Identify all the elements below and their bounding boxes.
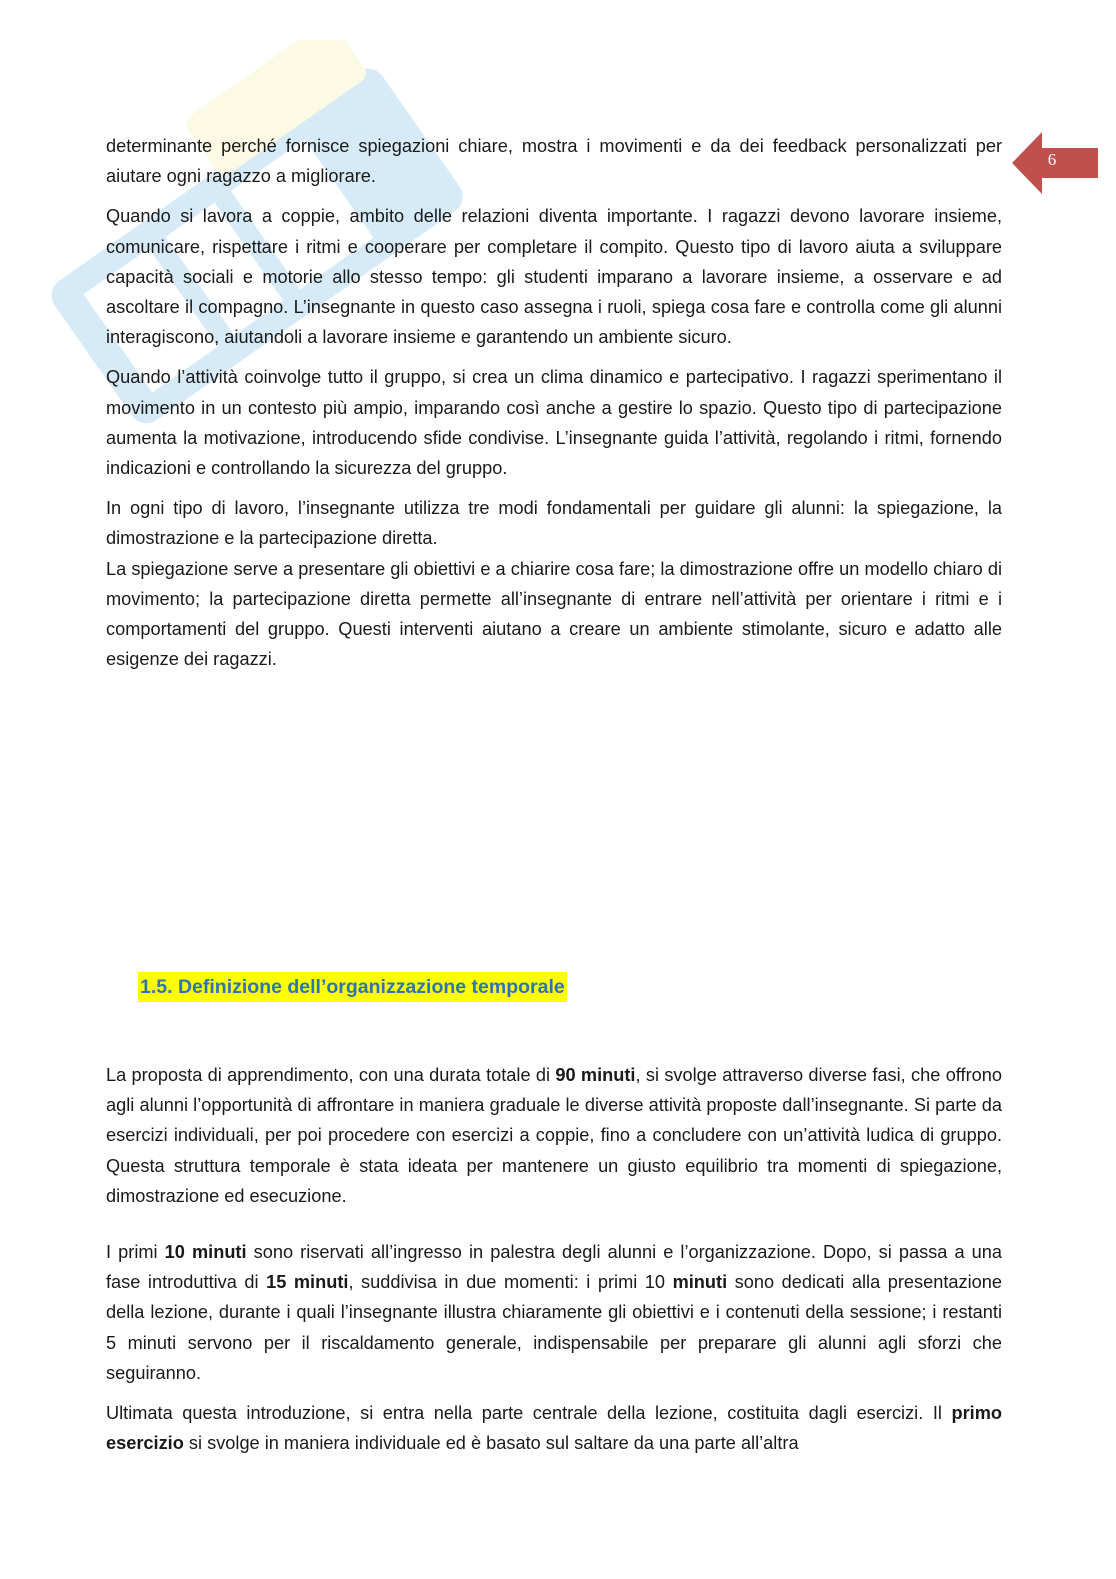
bold-minutes: minuti xyxy=(672,1272,728,1293)
bold-duration: 90 minuti xyxy=(555,1065,636,1085)
bold-first-minutes: 10 minuti xyxy=(164,1242,247,1263)
paragraph-group-work: Quando l’attività coinvolge tutto il gruppo, si crea un clima dinamico e partecipativo. I ragazzi sperimentano il movimento in un contesto più ampio, imparando così anche a gestire lo spazio. Questo tipo di partecipazione aumenta la motivazione, introducendo sfide condivise. L’insegnante guida l’attività, regolando i ritmi, fornendo indicazioni e controllando la sicurezza del gruppo. xyxy=(106,367,1002,479)
bold-intro-minutes: 15 minuti xyxy=(266,1272,349,1293)
body-text-top xyxy=(106,131,1002,684)
paragraph-intro-phase xyxy=(106,1237,1002,1388)
paragraph-duration xyxy=(106,1060,1002,1211)
section-heading: 1.5. Definizione dell’organizzazione temporale xyxy=(138,972,567,1002)
text-span: , si svolge attraverso diverse fasi, che offrono agli alunni l’opportunità di affrontare in maniera graduale le diverse attività proposte dall’insegnante. Si parte da esercizi individuali, per poi procedere con esercizi a coppie, fino a concludere con un’attività ludica di gruppo. Questa struttura temporale è stata ideata per mantenere un giusto equilibrio tra momenti di spiegazione, dimostrazione ed esecuzione. xyxy=(106,1065,1002,1206)
section-heading-wrapper xyxy=(138,972,567,1002)
body-text-bottom xyxy=(106,1060,1002,1468)
page-number: 6 xyxy=(1047,150,1057,169)
bold-first-exercise: primo esercizio xyxy=(106,1403,1002,1454)
paragraph-guidance-details: La spiegazione serve a presentare gli obiettivi e a chiarire cosa fare; la dimostrazione offre un modello chiaro di movimento; la partecipazione diretta permette all’insegnante di entrare nell’attività per orientare i ritmi e i comportamenti del gruppo. Questi interventi aiutano a creare un ambiente stimolante, sicuro e adatto alle esigenze dei ragazzi. xyxy=(106,558,1002,670)
paragraph-teacher-role: determinante perché fornisce spiegazioni chiare, mostra i movimenti e da dei feedback personalizzati per aiutare ogni ragazzo a migliorare. xyxy=(106,136,1002,187)
paragraph-pair-work: Quando si lavora a coppie, ambito delle relazioni diventa importante. I ragazzi devono lavorare insieme, comunicare, rispettare i ritmi e cooperare per completare il compito. Questo tipo di lavoro aiuta a sviluppare capacità sociali e motorie allo stesso tempo: gli studenti imparano a lavorare insieme, a osservare e ad ascoltare il compagno. L’insegnante in questo caso assegna i ruoli, spiega cosa fare e controlla come gli alunni interagiscono, aiutandoli a lavorare insieme e garantendo un ambiente sicuro. xyxy=(106,206,1002,348)
text-span: I primi xyxy=(106,1242,165,1263)
text-span: Ultimata questa introduzione, si entra nella parte centrale della lezione, costituita dagli esercizi. Il xyxy=(106,1403,952,1424)
text-span: sono dedicati alla presentazione della lezione, durante i quali l’insegnante illustra chiaramente gli obiettivi e i contenuti della sessione; i restanti 5 minuti servono per il riscaldamento generale, indispensabile per preparare gli alunni agli sforzi che seguiranno. xyxy=(106,1272,1002,1383)
text-span: , suddivisa in due momenti: i primi 10 xyxy=(348,1272,673,1293)
text-span: sono riservati all’ingresso in palestra degli alunni e l’organizzazione. Dopo, si passa a una fase introduttiva di xyxy=(106,1242,1003,1293)
paragraph-central-part xyxy=(106,1398,1002,1458)
paragraph-guidance-modes: In ogni tipo di lavoro, l’insegnante utilizza tre modi fondamentali per guidare gli alunni: la spiegazione, la dimostrazione e la partecipazione diretta. xyxy=(106,498,1002,549)
text-span: si svolge in maniera individuale ed è basato sul saltare da una parte all’altra xyxy=(183,1433,799,1454)
text-span: La proposta di apprendimento, con una durata totale di xyxy=(106,1065,556,1085)
